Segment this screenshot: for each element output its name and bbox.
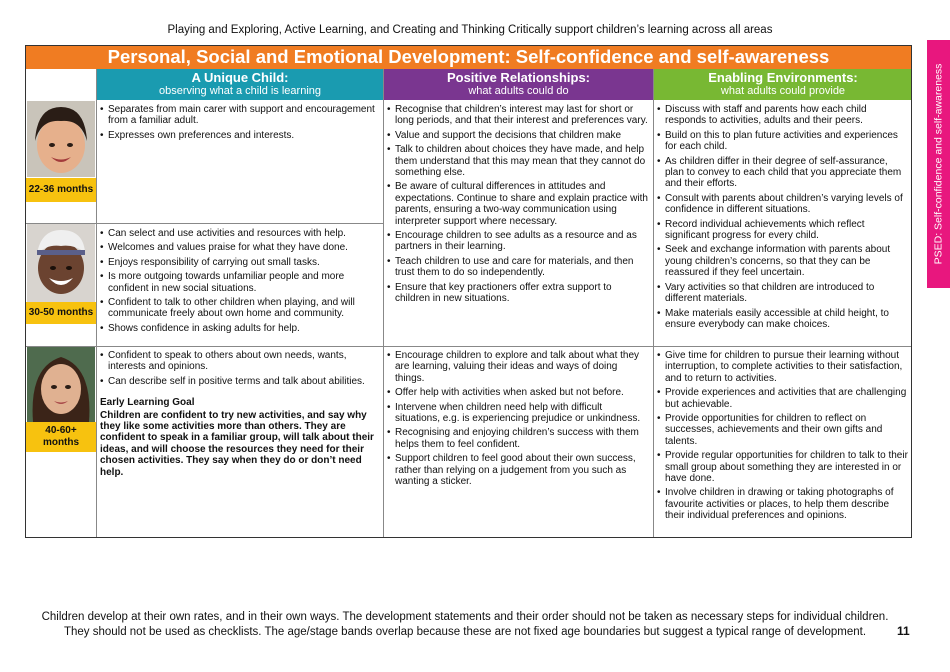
- column-header-positive-relationships: [384, 69, 653, 100]
- list-item: • As children differ in their degree of self-assurance, plan to convey to each child that you appreciate them and their efforts.: [657, 156, 909, 190]
- side-tab-label: PSED: Self-confidence and self-awareness: [932, 63, 945, 265]
- child-photo-2: [27, 224, 95, 302]
- column-header-unique-child: [97, 69, 383, 100]
- column-header-enabling-environments: [654, 69, 912, 100]
- list-item: • Recognising and enjoying children’s success with them helps them to feel confident.: [387, 427, 649, 450]
- list-item: • Expresses own preferences and interests.: [100, 130, 380, 141]
- age-band-label: 22-36 months: [26, 178, 96, 202]
- list-item: • Teach children to use and care for materials, and then trust them to do so independently.: [387, 256, 649, 279]
- enabling-environments-band3: [657, 350, 909, 525]
- list-item: • Provide opportunities for children to reflect on successes, achievements and their own gifts and talents.: [657, 413, 909, 447]
- top-note: Playing and Exploring, Active Learning, and Creating and Thinking Critically support children’s learning across all areas: [167, 24, 773, 36]
- column-header-title: A Unique Child:: [191, 70, 289, 85]
- list-item: • Provide experiences and activities that are challenging but achievable.: [657, 387, 909, 410]
- column-divider: [96, 69, 97, 537]
- footer-line: They should not be used as checklists. The age/stage bands overlap because these are not fixed age boundaries but suggest a typical range of development.: [63, 626, 867, 638]
- page-title-text: Personal, Social and Emotional Development: Self-confidence and self-awareness: [107, 46, 830, 67]
- list-item: • Encourage children to see adults as a resource and as partners in their learning.: [387, 230, 649, 253]
- list-item: • Can describe self in positive terms and talk about abilities.: [100, 376, 380, 387]
- list-item: • Welcomes and values praise for what they have done.: [100, 242, 380, 253]
- early-learning-goal-title: Early Learning Goal: [100, 397, 195, 409]
- list-item: • Discuss with staff and parents how each child responds to activities, adults and their peers.: [657, 104, 909, 127]
- positive-relationships-top: [387, 104, 649, 308]
- row-divider: [26, 346, 911, 347]
- column-divider: [653, 69, 654, 537]
- unique-child-band3: [100, 350, 380, 478]
- footer-note: [30, 610, 900, 640]
- column-header-title: Positive Relationships:: [446, 70, 591, 85]
- footer-line: Children develop at their own rates, and in their own ways. The development statements and their order should not be taken as necessary steps for individual children.: [41, 611, 889, 623]
- column-header-subtitle: observing what a child is learning: [158, 85, 322, 97]
- list-item: • Is more outgoing towards unfamiliar people and more confident in new social situations.: [100, 271, 380, 294]
- column-header-subtitle: what adults could do: [468, 85, 569, 97]
- page-number: 11: [897, 624, 910, 638]
- column-divider: [383, 69, 384, 537]
- list-item: • Value and support the decisions that children make: [387, 130, 649, 141]
- list-item: • Confident to speak to others about own needs, wants, interests and opinions.: [100, 350, 380, 373]
- list-item: • Recognise that children’s interest may last for short or long periods, and that their interest and preferences vary.: [387, 104, 649, 127]
- age-band-label: 30-50 months: [26, 302, 96, 324]
- side-tab: [927, 40, 950, 288]
- list-item: • Shows confidence in asking adults for help.: [100, 323, 380, 334]
- age-band-label: 40-60+ months: [26, 422, 96, 452]
- early-learning-goal-text: Children are confident to try new activities, and say why they like some activities more than others. They are confident to speak in a familiar group, will talk about their ideas, and will choose the resources they need for their chosen activities. They say when they do or don’t need help.: [100, 409, 374, 478]
- list-item: • Record individual achievements which reflect significant progress for every child.: [657, 219, 909, 242]
- list-item: • Talk to children about choices they have made, and help them understand that this may mean that they cannot do something else.: [387, 144, 649, 178]
- list-item: • Ensure that key practioners offer extra support to children in new situations.: [387, 282, 649, 305]
- column-header-subtitle: what adults could provide: [720, 85, 846, 97]
- unique-child-band2: [100, 228, 380, 337]
- unique-child-band1: [100, 104, 380, 144]
- list-item: • Can select and use activities and resources with help.: [100, 228, 380, 239]
- list-item: • Enjoys responsibility of carrying out small tasks.: [100, 257, 380, 268]
- list-item: • Provide regular opportunities for children to talk to their small group about something they are interested in or have done.: [657, 450, 909, 484]
- list-item: • Be aware of cultural differences in attitudes and expectations. Continue to share and explain practice with parents, ensuring a two-way communication using interpreter support where necessary.: [387, 181, 649, 227]
- list-item: • Make materials easily accessible at child height, to ensure everybody can make choices.: [657, 308, 909, 331]
- column-header-title: Enabling Environments:: [708, 70, 858, 85]
- list-item: • Build on this to plan future activities and experiences for each child.: [657, 130, 909, 153]
- child-photo-1: [27, 101, 95, 177]
- enabling-environments-top: [657, 104, 909, 333]
- list-item: • Encourage children to explore and talk about what they are learning, valuing their ideas and ways of doing things.: [387, 350, 649, 384]
- child-photo-3: [27, 347, 95, 422]
- list-item: • Involve children in drawing or taking photographs of favourite activities or places, to help them describe their individual preferences and opinions.: [657, 487, 909, 521]
- list-item: • Consult with parents about children’s varying levels of confidence in different situations.: [657, 193, 909, 216]
- list-item: • Give time for children to pursue their learning without interruption, to complete activities to their satisfaction, and to return to activities.: [657, 350, 909, 384]
- row-divider: [26, 223, 383, 224]
- page-title: [25, 45, 912, 69]
- list-item: • Seek and exchange information with parents about young children’s concerns, so that they can be reassured if they feel uncertain.: [657, 244, 909, 278]
- positive-relationships-band3: [387, 350, 649, 490]
- list-item: • Confident to talk to other children when playing, and will communicate freely about own home and community.: [100, 297, 380, 320]
- list-item: • Separates from main carer with support and encouragement from a familiar adult.: [100, 104, 380, 127]
- list-item: • Support children to feel good about their own success, rather than relying on a judgement from you such as wanting a sticker.: [387, 453, 649, 487]
- list-item: • Offer help with activities when asked but not before.: [387, 387, 649, 398]
- list-item: • Vary activities so that children are introduced to different materials.: [657, 282, 909, 305]
- list-item: • Intervene when children need help with difficult situations, e.g. is experiencing prejudice or unkindness.: [387, 402, 649, 425]
